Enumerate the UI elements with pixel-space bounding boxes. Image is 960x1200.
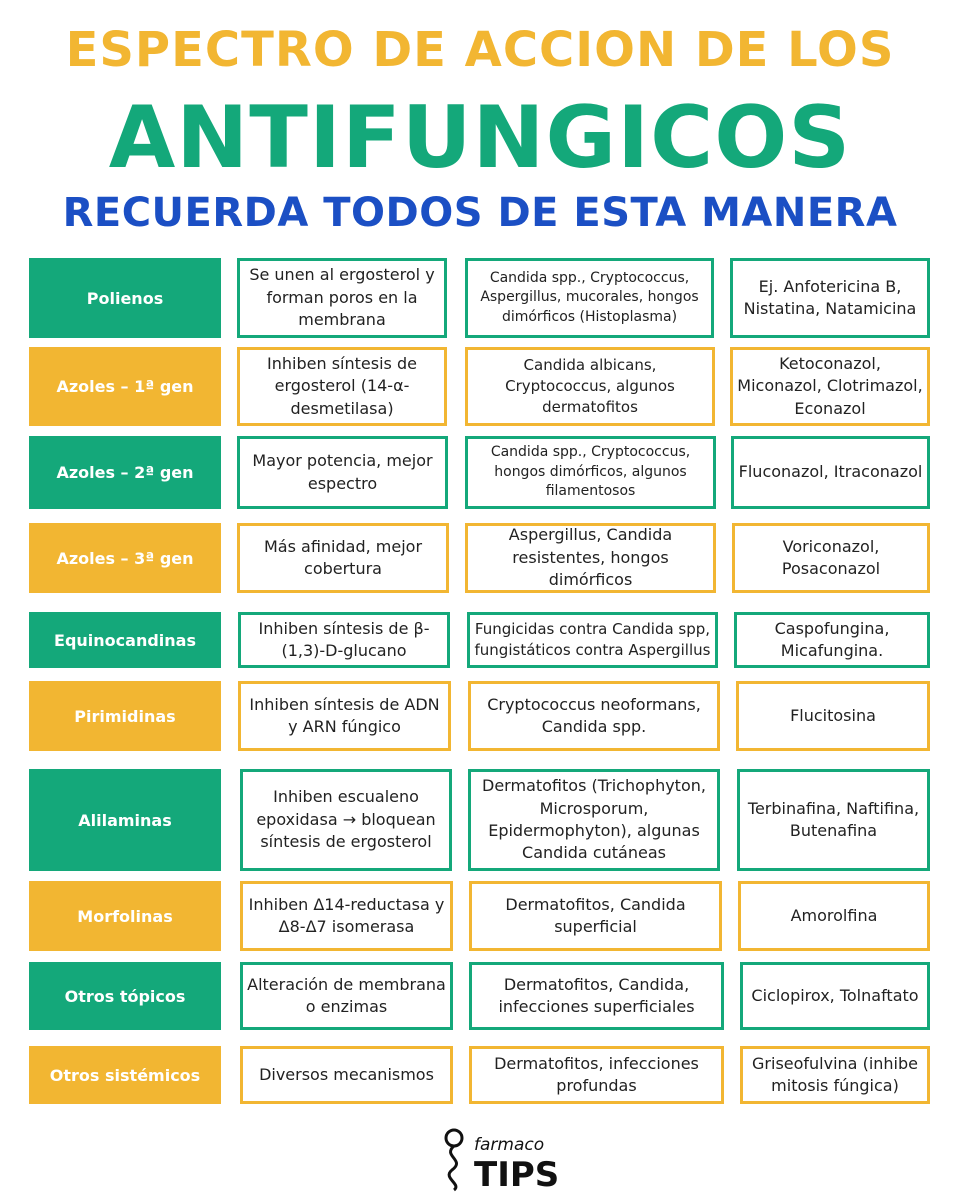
mechanism-cell: Mayor potencia, mejor espectro [237, 436, 448, 509]
spectrum-cell: Dermatofitos, Candida superficial [469, 881, 722, 951]
mechanism-cell: Alteración de membrana o enzimas [240, 962, 453, 1030]
drugs-cell: Ketoconazol, Miconazol, Clotrimazol, Econazol [730, 347, 930, 426]
row-label: Equinocandinas [29, 612, 221, 668]
spectrum-cell: Dermatofitos, infecciones profundas [469, 1046, 724, 1104]
spectrum-cell: Aspergillus, Candida resistentes, hongos dimórficos [465, 523, 716, 593]
mechanism-cell: Inhiben síntesis de ergosterol (14-α-desmetilasa) [237, 347, 447, 426]
row-label: Alilaminas [29, 769, 221, 871]
drugs-cell: Ciclopirox, Tolnaftato [740, 962, 930, 1030]
mechanism-cell: Diversos mecanismos [240, 1046, 453, 1104]
row-label: Pirimidinas [29, 681, 221, 751]
title-line-1: ESPECTRO DE ACCION DE LOS [65, 22, 895, 78]
mechanism-cell: Inhiben síntesis de ADN y ARN fúngico [238, 681, 451, 751]
logo-top-text: farmaco [474, 1135, 545, 1155]
mechanism-cell: Más afinidad, mejor cobertura [237, 523, 449, 593]
subtitle: RECUERDA TODOS DE ESTA MANERA [62, 190, 898, 236]
spectrum-cell: Candida albicans, Cryptococcus, algunos dermatofitos [465, 347, 715, 426]
row-label: Polienos [29, 258, 221, 338]
row-label: Otros sistémicos [29, 1046, 221, 1104]
row-label: Azoles – 2ª gen [29, 436, 221, 509]
row-label: Morfolinas [29, 881, 221, 951]
drugs-cell: Flucitosina [736, 681, 930, 751]
spectrum-cell: Fungicidas contra Candida spp, fungistáticos contra Aspergillus [467, 612, 718, 668]
drugs-cell: Amorolfina [738, 881, 930, 951]
drugs-cell: Griseofulvina (inhibe mitosis fúngica) [740, 1046, 930, 1104]
mechanism-cell: Inhiben escualeno epoxidasa → bloquean síntesis de ergosterol [240, 769, 452, 871]
title-line-2: ANTIFUNGICOS [108, 88, 852, 188]
drugs-cell: Ej. Anfotericina B, Nistatina, Natamicina [730, 258, 930, 338]
farmacotips-logo [440, 1126, 560, 1195]
spectrum-cell: Candida spp., Cryptococcus, hongos dimórficos, algunos filamentosos [465, 436, 716, 509]
mechanism-cell: Inhiben síntesis de β-(1,3)-D-glucano [238, 612, 450, 668]
spectrum-cell: Candida spp., Cryptococcus, Aspergillus, mucorales, hongos dimórficos (Histoplasma) [465, 258, 714, 338]
spectrum-cell: Dermatofitos (Trichophyton, Microsporum, Epidermophyton), algunas Candida cutáneas [468, 769, 720, 871]
mechanism-cell: Se unen al ergosterol y forman poros en la membrana [237, 258, 447, 338]
drugs-cell: Fluconazol, Itraconazol [731, 436, 930, 509]
row-label: Azoles – 3ª gen [29, 523, 221, 593]
row-label: Azoles – 1ª gen [29, 347, 221, 426]
row-label: Otros tópicos [29, 962, 221, 1030]
mechanism-cell: Inhiben Δ14-reductasa y Δ8-Δ7 isomerasa [240, 881, 453, 951]
logo-bottom-text: TIPS [474, 1155, 560, 1195]
drugs-cell: Caspofungina, Micafungina. [734, 612, 930, 668]
spectrum-cell: Dermatofitos, Candida, infecciones superficiales [469, 962, 724, 1030]
spectrum-cell: Cryptococcus neoformans, Candida spp. [468, 681, 720, 751]
drugs-cell: Voriconazol, Posaconazol [732, 523, 930, 593]
drugs-cell: Terbinafina, Naftifina, Butenafina [737, 769, 930, 871]
